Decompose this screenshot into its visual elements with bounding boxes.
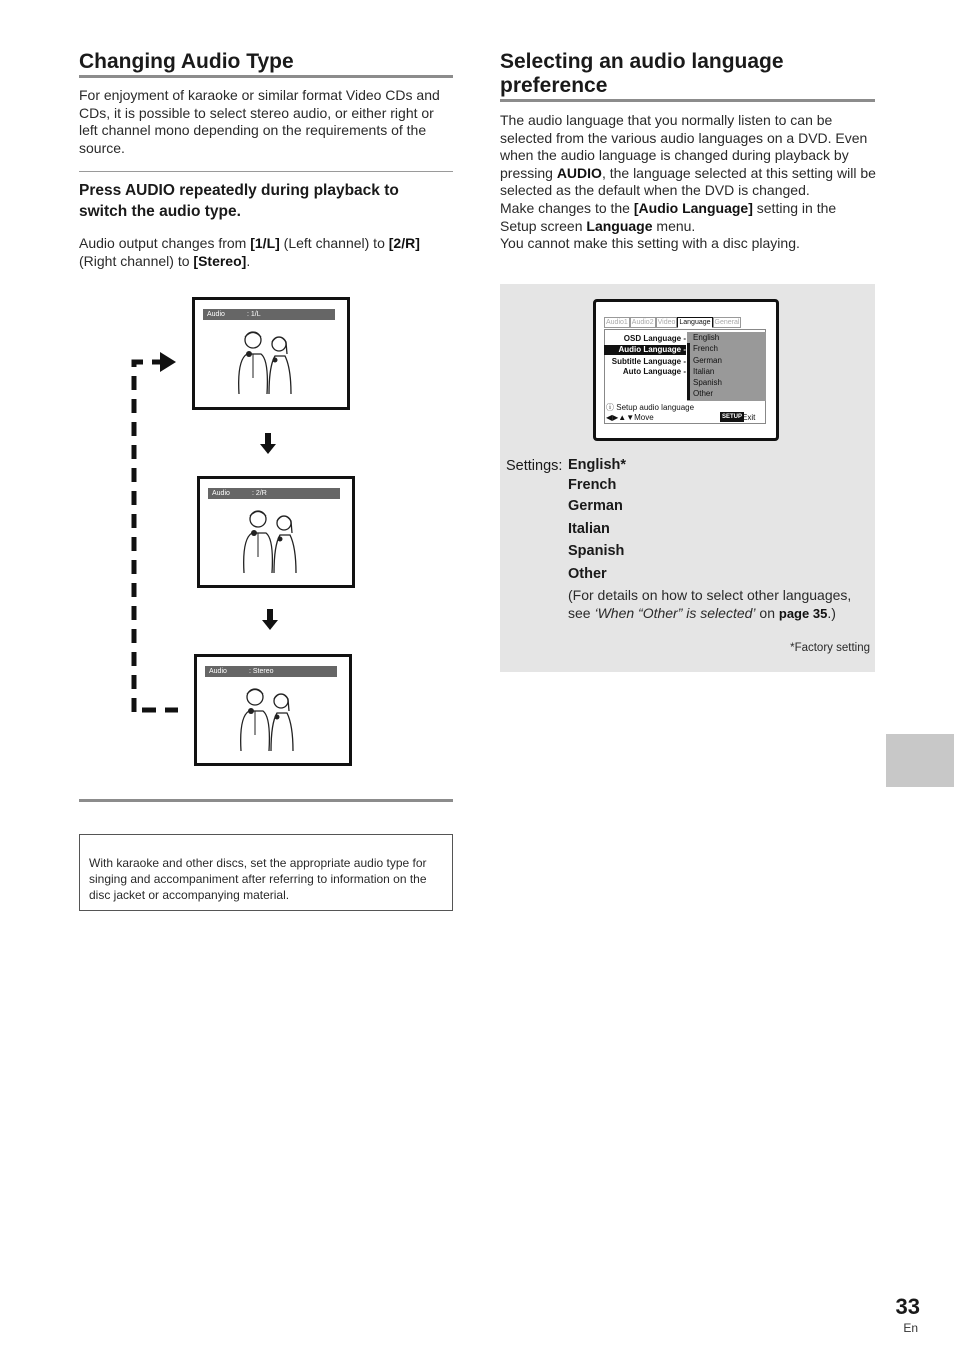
- section-title-audio-language: [500, 50, 875, 98]
- desc-1l: [1/L]: [250, 235, 280, 251]
- intro-paragraph: For enjoyment of karaoke or similar format Video CDs and CDs, it is possible to select stereo audio, or either right or left channel mono depending on the requirements of the source.: [79, 87, 440, 156]
- setting-english: English*: [568, 457, 627, 473]
- tab-audio1[interactable]: Audio1: [606, 319, 628, 326]
- note-text: .): [827, 605, 836, 621]
- chapter-side-tab: [886, 734, 954, 787]
- tab-general[interactable]: General: [714, 319, 740, 326]
- nav-text: Move: [634, 413, 654, 422]
- settings-list: [568, 455, 626, 585]
- language-description: [500, 112, 876, 253]
- osd-audio-bar: [205, 666, 337, 677]
- option-italian[interactable]: Italian: [687, 366, 766, 377]
- menu-auto-language[interactable]: Auto Language -: [622, 367, 686, 376]
- info-icon: ⓘ: [606, 403, 614, 412]
- osd-value: : 1/L: [247, 311, 261, 318]
- menu-audio-language[interactable]: Audio Language -: [604, 345, 686, 355]
- section-divider: [79, 799, 453, 802]
- audio-output-description: [79, 235, 451, 270]
- osd-label: Audio: [207, 311, 225, 318]
- step-instruction: Press AUDIO repeatedly during playback to switch the audio type.: [79, 182, 399, 220]
- desc-text: Audio output changes from: [79, 235, 251, 251]
- title-underline: [500, 99, 875, 102]
- tab-video[interactable]: Video: [657, 319, 676, 326]
- osd-label: Audio: [212, 490, 230, 497]
- para-text: menu.: [652, 217, 696, 234]
- note-text: (For details on how to select other languages, see: [568, 587, 852, 621]
- divider: [79, 171, 453, 172]
- option-english[interactable]: English: [687, 332, 766, 343]
- note-text: With karaoke and other discs, set the appropriate audio type for singing and accompaniment after referring to information on the disc jacket or accompanying material.: [89, 856, 427, 902]
- audio-language-setting: [Audio Language]: [633, 199, 753, 216]
- tv-screen-stereo: [194, 654, 352, 766]
- menu-subtitle-language[interactable]: Subtitle Language -: [611, 357, 686, 366]
- tv-screen-1l: [192, 297, 350, 410]
- language-menu: Language: [586, 217, 653, 234]
- title-underline: [79, 75, 453, 78]
- setup-screen: [593, 299, 779, 441]
- exit-text: Exit: [742, 413, 756, 422]
- language-options: [687, 332, 766, 401]
- para-text: Make changes to the: [500, 199, 634, 216]
- menu-osd-language[interactable]: OSD Language -: [623, 334, 686, 343]
- osd-value: : Stereo: [249, 668, 274, 675]
- section-title-audio-type: Changing Audio Type: [79, 50, 294, 73]
- osd-value: : 2/R: [252, 490, 267, 497]
- other-language-note: [568, 586, 870, 623]
- language-settings-panel: [500, 284, 875, 672]
- note-text: on: [755, 605, 779, 621]
- tv-screen-2r: [197, 476, 355, 588]
- osd-audio-bar: [203, 309, 335, 320]
- down-arrow-icon: [262, 609, 278, 636]
- karaoke-singers-illustration: [233, 685, 305, 757]
- desc-2r: [2/R]: [388, 235, 420, 251]
- loop-dashed-arrow: [120, 340, 200, 720]
- setup-key-icon: SETUP: [722, 414, 743, 420]
- factory-setting-note: *Factory setting: [790, 642, 870, 654]
- setting-italian: Italian: [568, 520, 610, 537]
- para-text: setting in the Setup screen: [500, 199, 837, 234]
- help-line: [606, 402, 694, 413]
- setting-other: Other: [568, 565, 607, 582]
- para-text: The audio language that you normally listen to can be selected from the various audio languages on a DVD. Even when the audio language is changed during playback by pressing: [500, 112, 868, 181]
- setting-german: German: [568, 498, 623, 514]
- nav-line: [606, 413, 654, 422]
- direction-arrows-icon: ◀▶▲▼: [606, 413, 635, 422]
- desc-stereo: [Stereo]: [193, 252, 247, 269]
- title-line: Selecting an audio language: [500, 50, 784, 73]
- osd-label: Audio: [209, 668, 227, 675]
- osd-audio-bar: [208, 488, 340, 499]
- option-spanish[interactable]: Spanish: [687, 377, 766, 388]
- option-other[interactable]: Other: [687, 388, 766, 399]
- setup-tabs: [604, 317, 741, 328]
- para-text: You cannot make this setting with a disc playing.: [500, 235, 800, 252]
- settings-label: Settings:: [506, 458, 563, 474]
- note-box: [79, 834, 453, 911]
- page-ref: page 35: [778, 606, 828, 621]
- desc-text: .: [246, 252, 251, 269]
- tab-audio2[interactable]: Audio2: [631, 319, 654, 326]
- desc-text: (Left channel) to: [279, 235, 389, 251]
- page-number: 33: [895, 1294, 920, 1319]
- down-arrow-icon: [260, 433, 276, 460]
- title-line: preference: [500, 74, 608, 97]
- desc-text: (Right channel) to: [79, 252, 194, 269]
- help-text: Setup audio language: [616, 403, 695, 412]
- page-language: En: [903, 1321, 918, 1335]
- option-german[interactable]: German: [687, 355, 766, 366]
- tab-language[interactable]: Language: [679, 319, 711, 326]
- karaoke-singers-illustration: [231, 328, 303, 400]
- audio-key: AUDIO: [556, 164, 602, 181]
- para-text: , the language selected at this setting will be selected as the default when the DVD is changed.: [500, 164, 876, 199]
- setting-spanish: Spanish: [568, 543, 625, 559]
- setting-french: French: [568, 477, 617, 493]
- note-ref: ‘When “Other” is selected’: [594, 605, 756, 621]
- option-french[interactable]: French: [687, 343, 766, 354]
- karaoke-singers-illustration: [236, 507, 308, 579]
